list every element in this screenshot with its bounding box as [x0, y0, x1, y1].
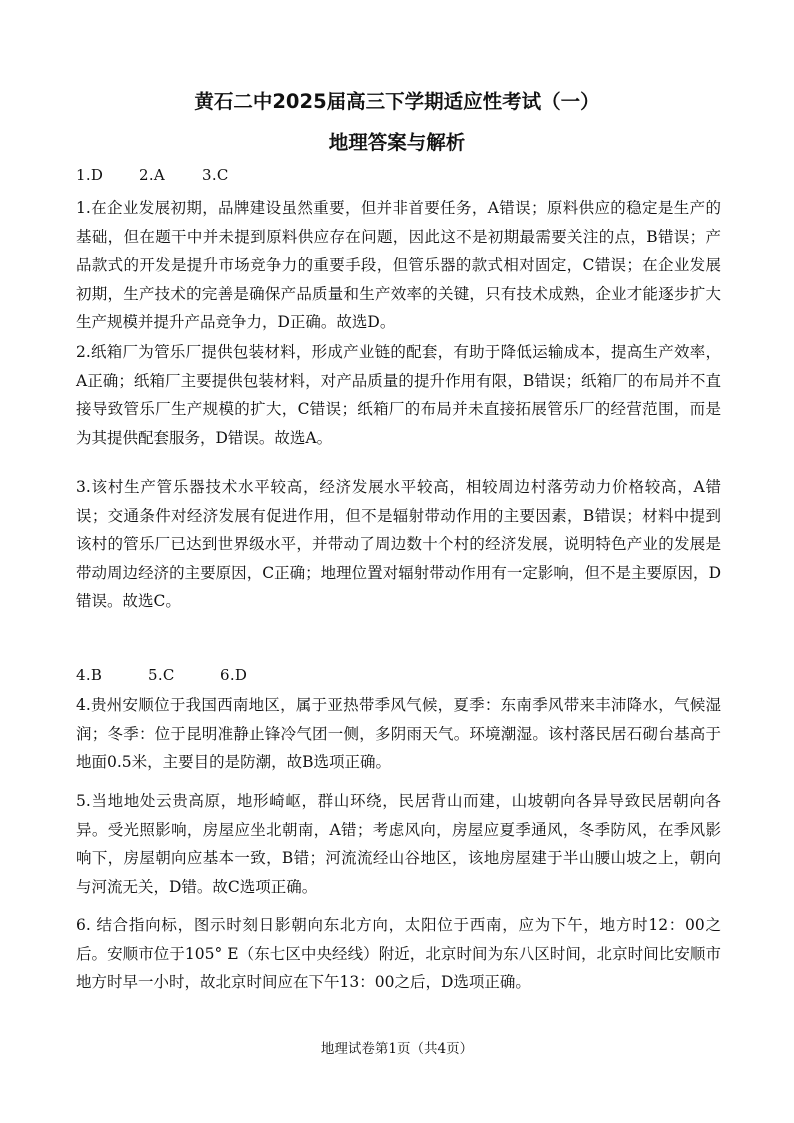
page-title: 黄石二中2025届高三下学期适应性考试（一）: [194, 90, 600, 113]
answer-3: 3.C: [202, 166, 229, 184]
page-subtitle: 地理答案与解析: [328, 131, 466, 154]
explanation-4: 4.贵州安顺位于我国西南地区，属于亚热带季风气候，夏季：东南季风带来丰沛降水，气候湿润；冬季：位于昆明准静止锋冷气团一侧，多阴雨天气。环境潮湿。该村落民居石砌台基高于地面0.5米，主要目的是防潮，故B选项正确。: [76, 696, 721, 772]
page-footer: 地理试卷第1页（共4页）: [320, 1041, 474, 1057]
answer-key-4-6: [76, 666, 247, 684]
explanation-6: 6. 结合指向标，图示时刻日影朝向东北方向，太阳位于西南，应为下午，地方时12：00之后。安顺市位于105° E（东七区中央经线）附近，北京时间为东八区时间，北京时间比安顺市地方时早一小时，故北京时间应在下午13：00之后，D选项正确。: [76, 916, 721, 992]
explanation-3: 3.该村生产管乐器技术水平较高，经济发展水平较高，相较周边村落劳动力价格较高，A错误；交通条件对经济发展有促进作用，但不是辐射带动作用的主要因素，B错误；材料中提到该村的管乐厂已达到世界级水平，并带动了周边数十个村的经济发展，说明特色产业的发展是带动周边经济的主要原因，C正确；地理位置对辐射带动作用有一定影响，但不是主要原因，D错误。故选C。: [76, 478, 721, 611]
answer-4: 4.B: [76, 666, 103, 684]
explanation-1: 1.在企业发展初期，品牌建设虽然重要，但并非首要任务，A错误；原料供应的稳定是生产的基础，但在题干中并未提到原料供应存在问题，因此这不是初期最需要关注的点，B错误；产品款式的开发是提升市场竞争力的重要手段，但管乐器的款式相对固定，C错误；在企业发展初期，生产技术的完善是确保产品质量和生产效率的关键，只有技术成熟，企业才能逐步扩大生产规模并提升产品竞争力，D正确。故选D。: [76, 199, 721, 332]
answer-5: 5.C: [148, 666, 175, 684]
answer-1: 1.D: [76, 166, 104, 184]
explanation-2: 2.纸箱厂为管乐厂提供包装材料，形成产业链的配套，有助于降低运输成本，提高生产效率，A正确；纸箱厂主要提供包装材料，对产品质量的提升作用有限，B错误；纸箱厂的布局并不直接导致管乐厂生产规模的扩大，C错误；纸箱厂的布局并未直接拓展管乐厂的经营范围，而是为其提供配套服务，D错误。故选A。: [76, 343, 721, 447]
answer-2: 2.A: [139, 166, 166, 184]
answer-6: 6.D: [220, 666, 248, 684]
explanation-5: 5.当地地处云贵高原，地形崎岖，群山环绕，民居背山而建，山坡朝向各异导致民居朝向各异。受光照影响，房屋应坐北朝南，A错；考虑风向，房屋应夏季通风，冬季防风，在季风影响下，房屋朝向应基本一致，B错；河流流经山谷地区，该地房屋建于半山腰山坡之上，朝向与河流无关，D错。故C选项正确。: [76, 792, 721, 896]
answer-key-1-3: [76, 166, 229, 184]
